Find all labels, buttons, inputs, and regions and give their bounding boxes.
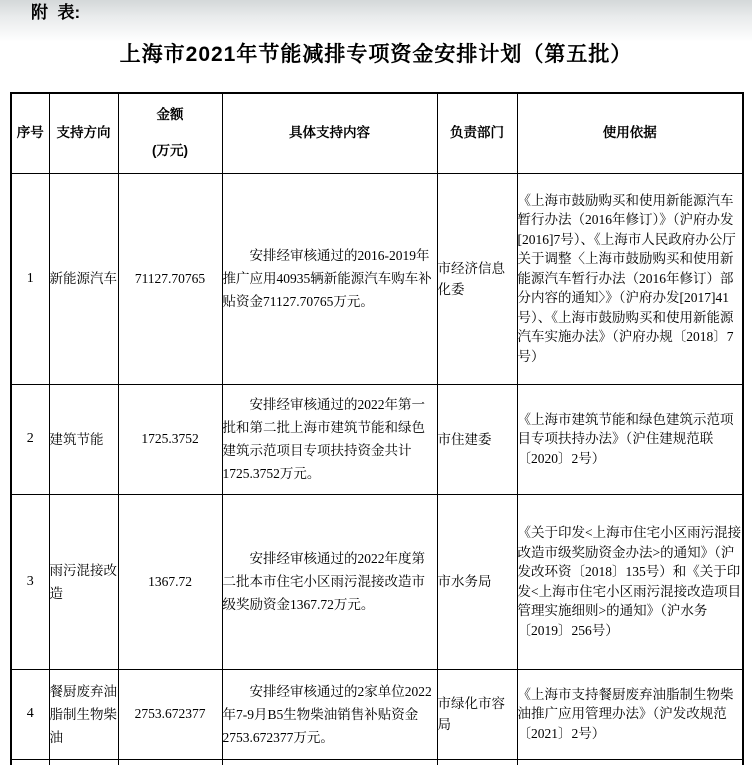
row-amount: 71127.70765 (118, 173, 222, 384)
row-content (222, 384, 437, 494)
row-department: 市经济信息化委 (437, 173, 517, 384)
col-header-amount (118, 93, 222, 173)
col-header-content: 具体支持内容 (222, 93, 437, 173)
fund-plan-table (10, 92, 744, 765)
appendix-note: 附 表: (31, 3, 81, 22)
row-basis: 《上海市支持餐厨废弃油脂制生物柴油推广应用管理办法》（沪发改规范〔2021〕2号） (517, 669, 743, 759)
table-row (11, 669, 743, 759)
row-direction: 建筑节能 (49, 384, 118, 494)
row-no: 2 (11, 384, 49, 494)
col-header-department: 负责部门 (437, 93, 517, 173)
row-no: 3 (11, 494, 49, 669)
row-direction (49, 759, 118, 765)
row-direction: 雨污混接改造 (49, 494, 118, 669)
col-header-direction: 支持方向 (49, 93, 118, 173)
row-basis: 《上海市建筑节能和绿色建筑示范项目专项扶持办法》（沪住建规范联〔2020〕2号） (517, 384, 743, 494)
table-row (11, 173, 743, 384)
row-basis: 《关于印发<上海市住宅小区雨污混接改造市级奖励资金办法>的通知》（沪发改环资〔2018〕135号）和《关于印发<上海市住宅小区雨污混接改造项目管理实施细则>的通知》（沪水务〔2019〕256号） (517, 494, 743, 669)
col-header-basis: 使用依据 (517, 93, 743, 173)
row-content-text: 安排经审核通过的2022年第一批和第二批上海市建筑节能和绿色建筑示范项目专项扶持资金共计1725.3752万元。 (222, 397, 425, 481)
row-no: 4 (11, 669, 49, 759)
col-header-amount-label: 金额 (156, 107, 184, 123)
table-header-row (11, 93, 743, 173)
row-department: 市住建委 (437, 384, 517, 494)
page-title: 上海市2021年节能减排专项资金安排计划（第五批） (119, 43, 633, 66)
row-no: 1 (11, 173, 49, 384)
row-direction: 新能源汽车 (49, 173, 118, 384)
row-content-text: 安排经审核通过的2022年度第二批本市住宅小区雨污混接改造市级奖励资金1367.72万元。 (222, 551, 425, 612)
col-header-no: 序号 (11, 93, 49, 173)
row-basis: 《上海市鼓励购买和使用新能源汽车暂行办法（2016年修订）》（沪府办发[2016]7号）、《上海市人民政府办公厅关于调整〈上海市鼓励购买和使用新能源汽车暂行办法（2016年修订）部分内容的通知〉》（沪府办发[2017]41号）、《上海市鼓励购买和使用新能源汽车实施办法》（沪府办规〔2018〕7号） (517, 173, 743, 384)
row-direction: 餐厨废弃油脂制生物柴油 (49, 669, 118, 759)
row-amount: 1725.3752 (118, 384, 222, 494)
row-department: 市绿化市容局 (437, 669, 517, 759)
row-basis (517, 759, 743, 765)
table-row (11, 384, 743, 494)
col-header-amount-unit: (万元) (152, 143, 188, 159)
row-amount: 1367.72 (118, 494, 222, 669)
row-content (222, 759, 437, 765)
table-row-clipped (11, 759, 743, 765)
row-content-text: 安排经审核通过的2016-2019年推广应用40935辆新能源汽车购车补贴资金71127.70765万元。 (222, 248, 432, 309)
row-amount: 2753.672377 (118, 669, 222, 759)
row-no (11, 759, 49, 765)
row-department (437, 759, 517, 765)
row-content-text: 安排经审核通过的2家单位2022年7-9月B5生物柴油销售补贴资金2753.672377万元。 (222, 683, 432, 745)
row-amount (118, 759, 222, 765)
row-department: 市水务局 (437, 494, 517, 669)
row-content (222, 669, 437, 759)
page-top-shading (0, 0, 752, 42)
table-row (11, 494, 743, 669)
row-content (222, 173, 437, 384)
row-content (222, 494, 437, 669)
